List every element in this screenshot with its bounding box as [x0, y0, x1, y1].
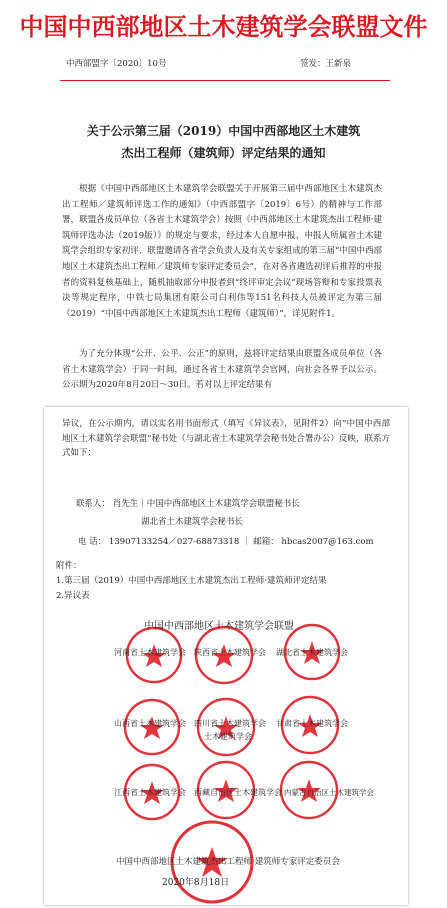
signature-shanxi: 山西省土木建筑学会: [114, 719, 186, 728]
attachment-item-1: 1.第三届（2019）中国中西部地区土木建筑杰出工程师·建筑师评定结果: [56, 576, 327, 586]
document-number: 中西部盟字〔2020〕10号: [66, 59, 167, 69]
org-letterhead-title: 中国中西部地区土木建筑学会联盟文件: [19, 13, 428, 41]
attachment-item-2: 2.异议表: [56, 591, 90, 601]
signature-alliance: 中国中西部地区土木建筑学会联盟: [144, 621, 294, 632]
signature-henan: 河南省土木建筑学会: [114, 648, 186, 657]
letterhead-red-rule: [60, 80, 390, 81]
signature-tibet: 西藏自治区土木建筑学会: [194, 788, 282, 797]
signature-shaanxi: 陕西省土木建筑学会: [194, 648, 266, 657]
signature-sichuan: 四川省土木建筑学会: [194, 719, 266, 728]
contact-org-row: 湖北省土木建筑学会秘书长: [141, 517, 244, 527]
email-address: hbcas2007@163.com: [281, 537, 374, 547]
continuation-paragraph: 异议，在公示期内，请以实名用书面形式（填写《异议表》，见附件2）向“中国中西部地区土木建筑学会联盟”秘书处（与湖北省土木建筑学会秘书处合署办公）反映，联系方式如下：: [62, 419, 390, 458]
phone-number: 13907133254／027-68873318: [108, 537, 240, 547]
signature-gansu: 甘肃省土木建筑学会: [276, 719, 348, 728]
body-paragraph-1: 根据《中国中西部地区土木建筑学会联盟关于开展第三届中西部地区土木建筑杰出工程师／建筑师评选工作的通知》（中西部盟字〔2019〕6号）的精神与工作部署，联盟各成员单位（各省土木建筑学会）按照《中西部地区土木建筑杰出工程师·建筑师评选办法（2019版）》的规定与要求，经过本人自愿申报、申报人所属省土木建筑学会组织专家初评、联盟邀请各省学会负责人及有关专家组成的第三届“中国中西部地区土木建筑杰出工程师／建筑师专家评定委员会”，在对各省遴选初评后推荐的申报者的资料复核基础上，随机抽取部分申报者到“终评审定会议”现场答辩和专家投票表决等规定程序，中铁七局集团有限公司白利伟等151名科技人员被评定为第三届（2019）“中国中西部地区土木建筑杰出工程师（建筑师）”，详见附件1。: [62, 184, 382, 319]
signature-inner-mongolia: 内蒙古自治区土木建筑学会: [284, 788, 374, 797]
second-page: [44, 407, 408, 905]
attachments-label: 附件：: [56, 561, 82, 571]
body-paragraph-2: 为了充分体现“公开、公平、公正”的原则，兹将评定结果由联盟各成员单位（各省土木建筑学会）于同一时间，通过各省土木建筑学会官网，向社会各界予以公示。公示期为2020年8月20日～30日。若对以上评定结果有: [62, 349, 382, 391]
contact-person-row: 联系人： 肖先生｜中国中西部地区土木建筑学会联盟秘书长: [76, 499, 300, 509]
notice-subject: [40, 120, 407, 164]
subject-line-2: 杰出工程师（建筑师）评定结果的通知: [121, 146, 326, 160]
signature-date: 2020年8月18日: [162, 878, 230, 888]
subject-line-1: 关于公示第三届（2019）中国中西部地区土木建筑: [86, 124, 361, 138]
signature-jiangxi: 江西省土木建筑学会: [114, 788, 186, 797]
contact-phone-row: 电 话： 13907133254／027-68873318 ｜ 邮箱： hbcas2007@163.com: [78, 537, 374, 547]
signature-row2-continued: 土木建筑学会: [204, 732, 252, 741]
signature-expert-committee: 中国中西部地区土木建筑杰出工程师·建筑师专家评定委员会: [116, 857, 340, 867]
signer: 签发：王新泉: [300, 59, 352, 69]
signature-hubei: 湖北省土木建筑学会: [276, 648, 348, 657]
